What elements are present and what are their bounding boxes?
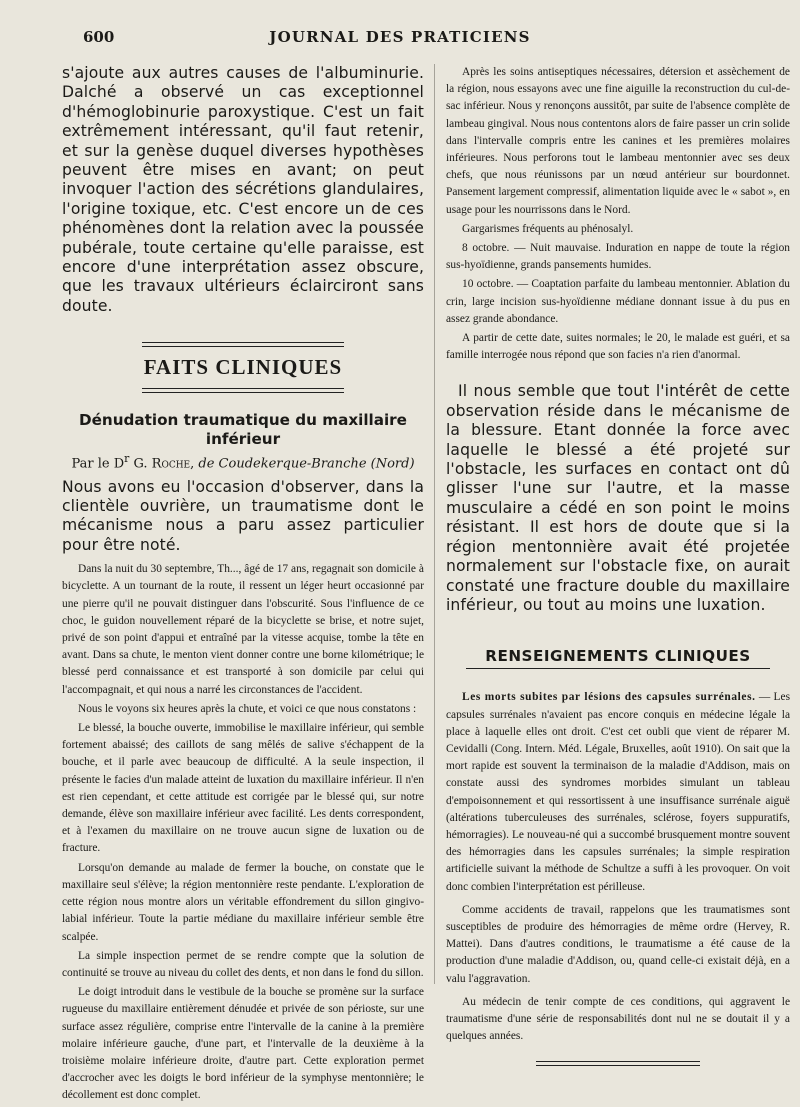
article-paragraph: Le blessé, la bouche ouverte, immobilise le maxillaire inférieur, qui semble fortement abaissé; des caillots de sang mêlés de salive s'échappent de la bouche, et il parle avec beaucoup de difficulté. A la seule inspection, il présente le facies d'un malade atteint de luxation du maxillaire inférieur. Il n'en est rien cependant, et cette attitude est corrigée par le blessé qui, sur notre demande, élève son maxillaire inférieur avec facilité. Les dents correspondent, et à l'examen du maxillaire on ne trouve aucun signe de luxation ou de fracture.: [62, 722, 424, 855]
section-rule-bottom: [142, 388, 344, 393]
renseignements-rule: [466, 668, 770, 669]
renseignements-paragraph: [446, 689, 790, 895]
article-conclusion: Il nous semble que tout l'intérêt de cette observation réside dans le mécanisme de la blessure. Etant donnée la force avec laquelle le blessé a été projeté sur l'obstacle, les surfaces en contact ont dû glisser l'une sur l'autre, et la masse musculaire a cédé en son point le moins résistant. Il est hors de doute que si la région mentonnière avait été projetée normalement sur l'obstacle fixe, on aurait constaté une fracture double du maxillaire inférieur, ou tout au moins une luxation.: [446, 382, 790, 614]
article-paragraph: Lorsqu'on demande au malade de fermer la bouche, on constate que le maxillaire seul s'élève; la région mentonnière reste pendante. L'exploration de cette région nous montre alors un véritable effondrement du sillon gingivo-labial inférieur. Toute la partie médiane du maxillaire inférieur semble être scalpée.: [62, 861, 424, 943]
byline-author: G. Roche,: [133, 456, 195, 472]
section-rule-top: [142, 342, 344, 347]
article-paragraph: Après les soins antiseptiques nécessaires, détersion et assèchement de la région, nous essayons avec une fine aiguille la reconstruction du cul-de-sac inférieur. Nous y renonçons aussitôt, par suite de l'absence complète de lambeau gingival. Nous nous contentons alors de faire passer un crin solide dans l'intervalle compris entre les canines et les premières molaires inférieures. Nous perforons tout le lambeau mentonnier avec ses deux chefs, que nous réunissons par un nœud antérieur sur bourdonnet. Pansement largement compressif, alimentation liquide avec le « sabot », en usage pour les nourrissons dans le Nord.: [446, 66, 790, 216]
byline-prefix: Par le D: [71, 456, 125, 472]
left-column: [62, 64, 424, 1107]
renseignements-paragraph: Comme accidents de travail, rappelons que les traumatismes sont susceptibles de produire des hémorragies de même ordre (Hervey, R. Mattei). Dans d'autres conditions, le traumatisme a été cause de la production d'une maladie d'Addison, ou, quand celle-ci existait déjà, en a valu l'aggravation.: [446, 903, 790, 985]
byline: [62, 449, 424, 473]
article-paragraph: La simple inspection permet de se rendre compte que la solution de continuité se trouve au niveau du collet des dents, et non dans le fond du sillon.: [62, 949, 424, 979]
renseignements-lead-text: — Les capsules surrénales n'avaient pas encore conquis en médecine légale la place à laquelle elles ont droit. C'est cet oubli que vient de réparer M. Cevidalli (Cong. Intern. Méd. Légale, Bruxelles, août 1910). On sait que la mort rapide est souvent la terminaison de la maladie d'Addison, mais on constate aussi des syndromes morbides simulant un tableau d'empoisonnement et qui ressortissent à une insuffisance surrénale aiguë (altérations tuberculeuses des surrénales, sclérose, foyers suppuratifs, hémorragies). Le nouveau-né qui a succombé brusquement montre souvent des hémorragies dans les capsules surrénales; la simple respiration artificielle suivant la méthode de Schultze a suffi à les provoquer. On voit donc combien l'interprétation est périlleuse.: [446, 691, 790, 893]
page-number: 600: [83, 28, 115, 46]
article-title: Dénudation traumatique du maxillaire inférieur: [79, 411, 407, 449]
column-divider: [434, 64, 435, 984]
section-heading: [62, 342, 424, 393]
renseignements-paragraph: Au médecin de tenir compte de ces conditions, qui aggravent le traumatisme d'une série de responsabilités dont nul ne se doutait il y a quelques années.: [446, 995, 790, 1043]
section-title: FAITS CLINIQUES: [143, 355, 343, 380]
intro-paragraph: s'ajoute aux autres causes de l'albuminurie. Dalché a observé un cas exceptionnel d'hémoglobinurie paroxystique. C'est un fait extrêmement intéressant, qu'il faut retenir, et sur la genèse duquel diverses hypothèses peuvent être mises en avant; on peut invoquer l'action des sécrétions glandulaires, l'origine toxique, etc. C'est encore un de ces phénomènes dont la relation avec la poussée pubérale, toute certaine qu'elle paraisse, est encore d'une interprétation assez obscure, que les travaux ultérieurs éclairciront sans doute.: [62, 64, 424, 315]
article-paragraph: Le doigt introduit dans le vestibule de la bouche se promène sur la surface rugueuse du maxillaire entièrement dénudée et privée de son périoste, sur une surface assez régulière, comprise entre l'intervalle de la canine à la première molaire inférieure gauche, d'une part, et l'intervalle de la deuxième à la troisième molaire inférieure droite, d'autre part. Cette exploration permet d'accrocher avec les doigts le bord inférieur de la symphyse mentonnière; le décollement est donc complet.: [62, 986, 424, 1102]
article-paragraph: 10 octobre. — Coaptation parfaite du lambeau mentonnier. Ablation du crin, large incision sus-hyoïdienne médiane donnant issue à du pus en assez grande abondance.: [446, 278, 790, 325]
renseignements-heading: [446, 647, 790, 669]
right-column: [446, 64, 790, 1066]
renseignements-title: RENSEIGNEMENTS CLINIQUES: [485, 647, 751, 666]
end-rule: [536, 1061, 700, 1066]
article-paragraph: Nous le voyons six heures après la chute, et voici ce que nous constatons :: [78, 702, 417, 715]
journal-title: JOURNAL DES PRATICIENS: [269, 28, 531, 46]
article-paragraph: Dans la nuit du 30 septembre, Th..., âgé de 17 ans, regagnait son domicile à bicyclette. A un tournant de la route, il ressent un léger heurt occasionné par une pierre qu'il ne pouvait distinguer dans l'obscurité. Sous l'influence de ce choc, le guidon nouvellement réparé de la bicyclette se brise, et notre sujet, privé de son point d'appui et entraîné par la vitesse acquise, tombe la tête en avant. Dans sa chute, le menton vient donner contre une borne kilométrique; le blessé perd connaissance et est transporté à son domicile par celui qui l'accompagnait, et qui nous a narré les circonstances de l'accident.: [62, 563, 424, 696]
renseignements-lead-bold: Les morts subites par lésions des capsules surrénales.: [462, 691, 756, 704]
article-lead: Nous avons eu l'occasion d'observer, dans la clientèle ouvrière, un traumatisme dont le mécanisme nous a paru assez particulier pour être noté.: [62, 477, 424, 554]
page-header: [0, 26, 800, 54]
article-paragraph: Gargarismes fréquents au phénosalyl.: [462, 222, 634, 235]
byline-place: de Coudekerque-Branche (Nord): [198, 456, 415, 472]
byline-sup: r: [124, 452, 130, 466]
article-paragraph: A partir de cette date, suites normales; le 20, le malade est guéri, et sa famille interrogée nous répond que son facies n'a rien d'anormal.: [446, 332, 790, 362]
article-paragraph: 8 octobre. — Nuit mauvaise. Induration en nappe de toute la région sus-hyoïdienne, grands pansements humides.: [446, 242, 790, 272]
